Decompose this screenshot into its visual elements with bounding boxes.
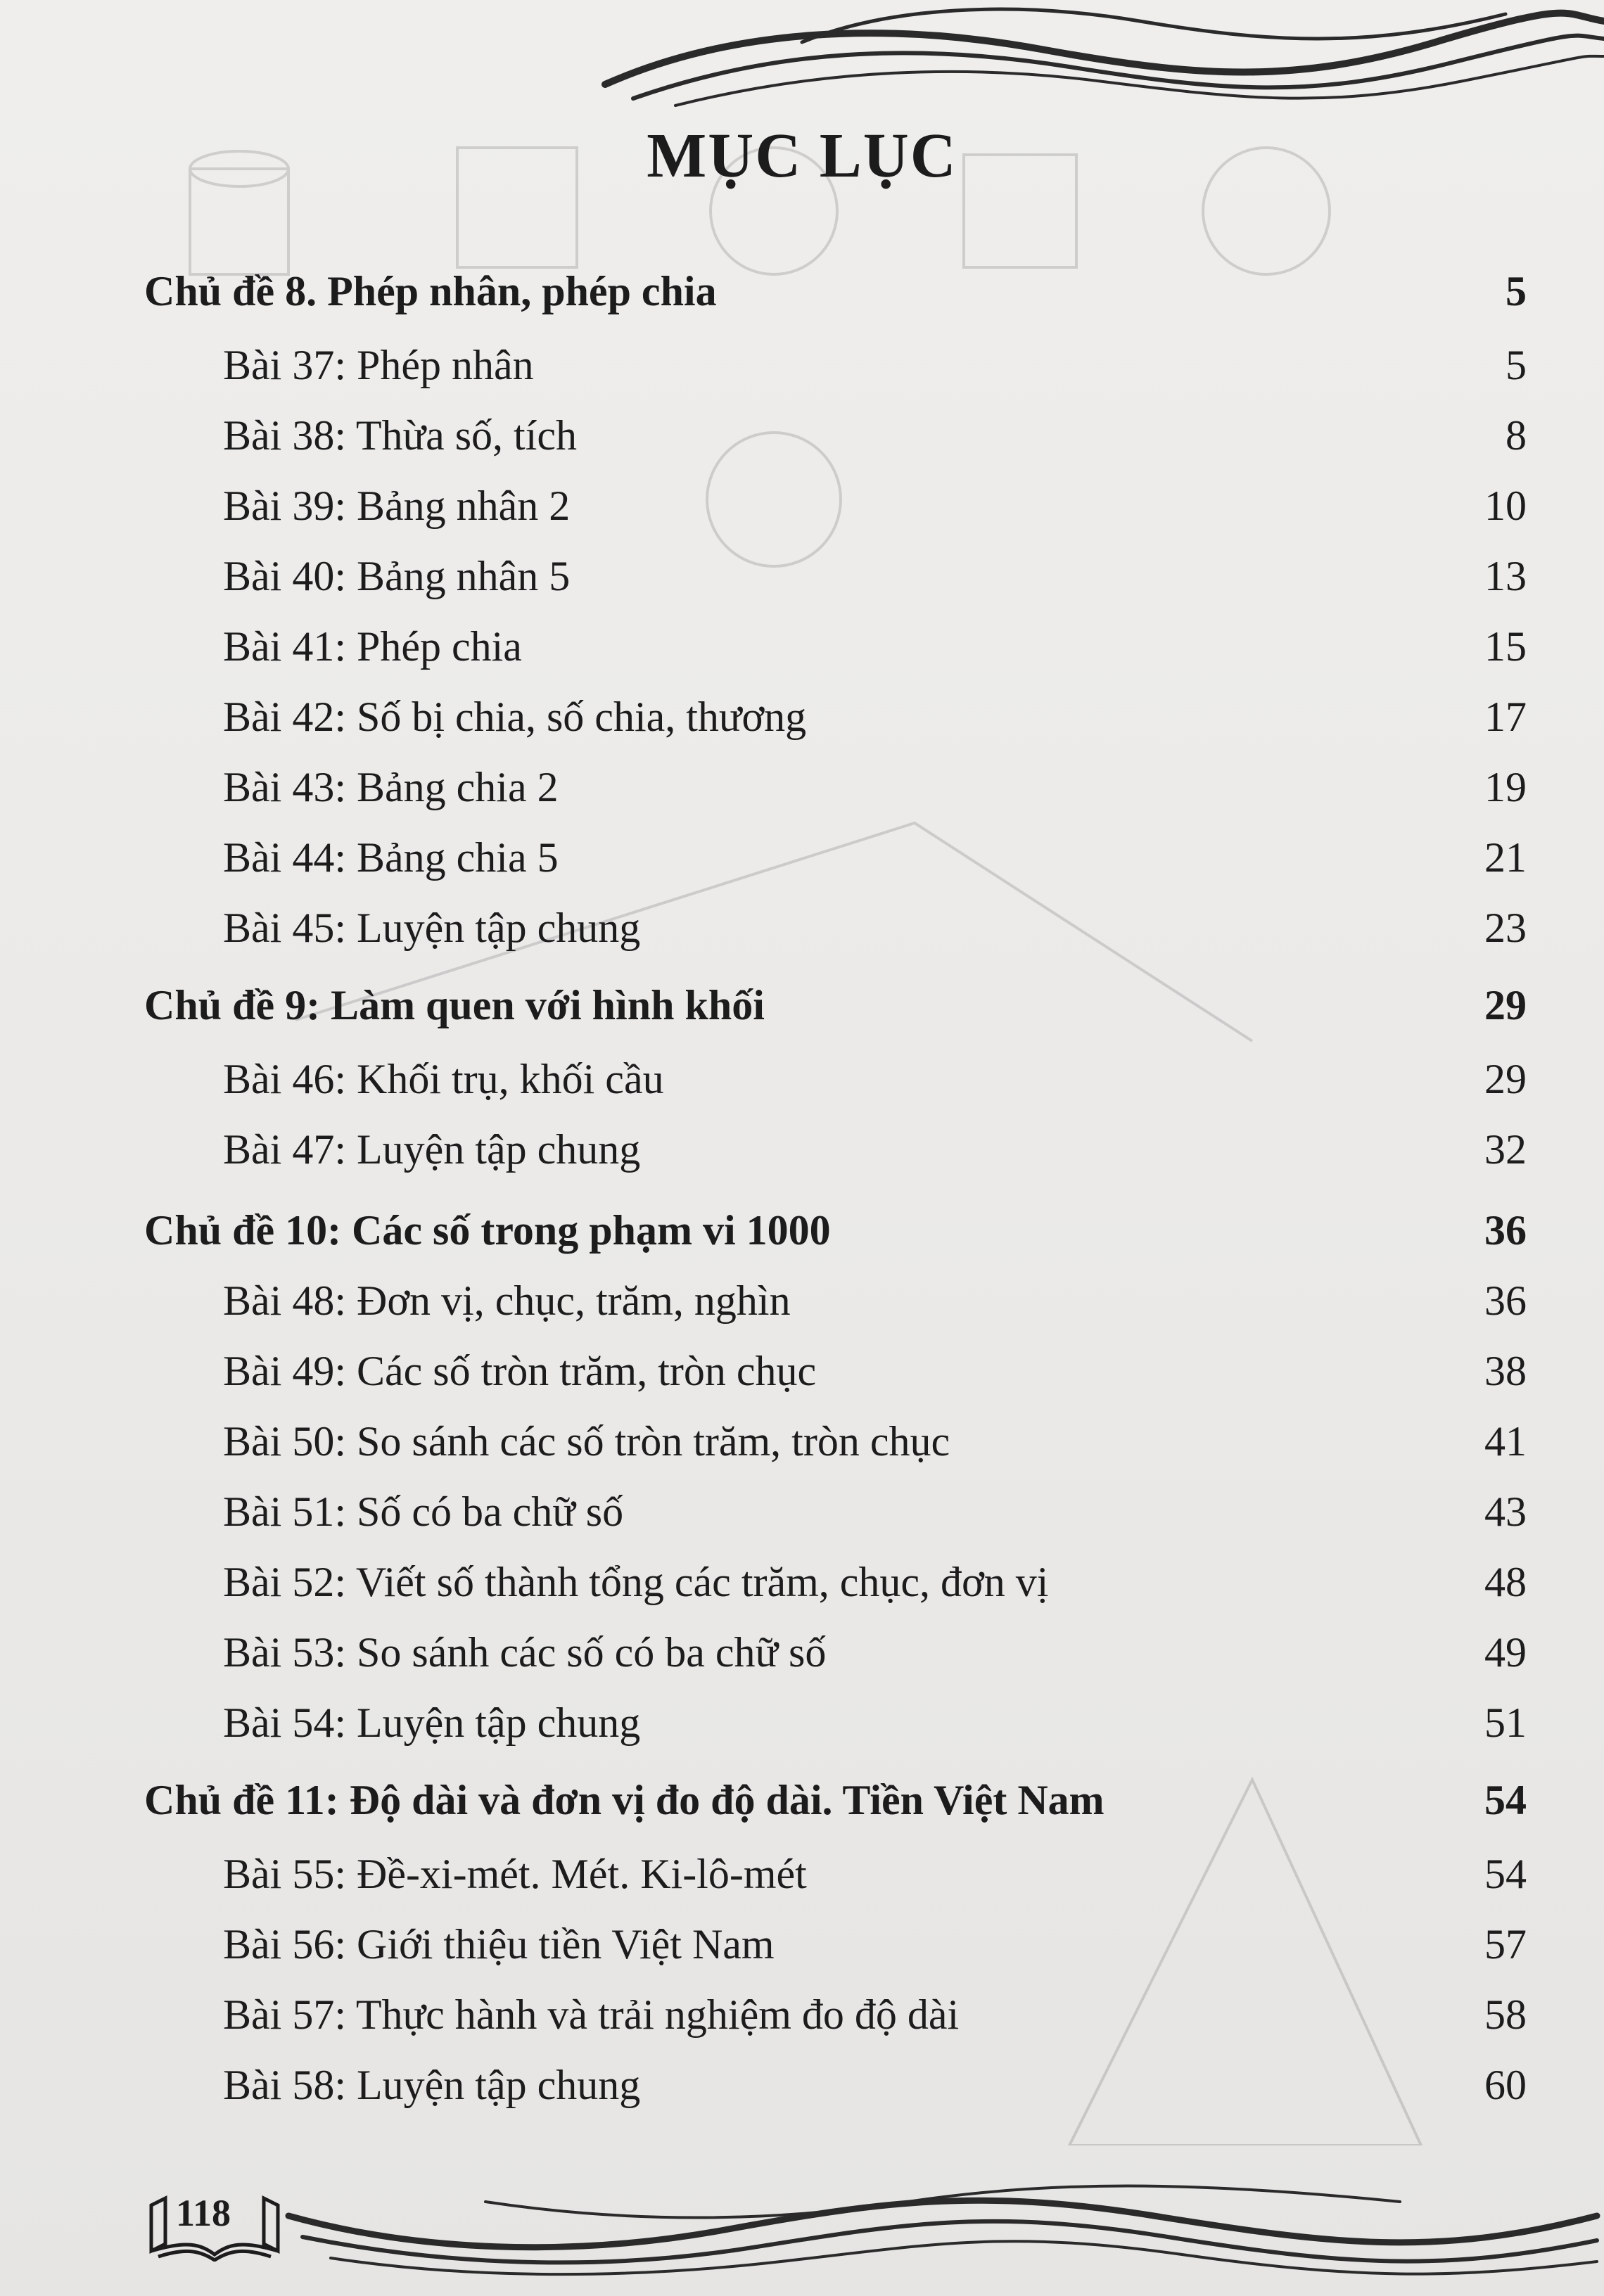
toc-chapter-row [0, 267, 1604, 331]
toc-lesson-row [0, 412, 1604, 475]
lesson-title: Bài 47: Luyện tập chung [223, 1126, 641, 1173]
page-ref: 58 [1484, 1991, 1527, 2038]
lesson-title: Bài 50: So sánh các số tròn trăm, tròn chục [223, 1418, 950, 1465]
page-ref: 36 [1484, 1277, 1527, 1324]
toc-lesson-row [0, 341, 1604, 404]
page-ref: 29 [1484, 1056, 1527, 1102]
lesson-title: Bài 55: Đề-xi-mét. Mét. Ki-lô-mét [223, 1851, 807, 1897]
page-number: 118 [176, 2192, 231, 2234]
page-ref: 36 [1484, 1207, 1527, 1254]
page-ref: 49 [1484, 1629, 1527, 1676]
page-ref: 43 [1484, 1488, 1527, 1535]
lesson-title: Bài 40: Bảng nhân 5 [223, 553, 571, 599]
page-ref: 32 [1484, 1126, 1527, 1173]
toc-lesson-row [0, 1055, 1604, 1118]
lesson-title: Bài 43: Bảng chia 2 [223, 764, 559, 810]
toc-lesson-row [0, 1347, 1604, 1410]
lesson-title: Bài 45: Luyện tập chung [223, 905, 641, 951]
lesson-title: Bài 58: Luyện tập chung [223, 2062, 641, 2108]
page-number-badge [144, 2184, 285, 2262]
page-ref: 41 [1484, 1418, 1527, 1465]
page-ref: 38 [1484, 1348, 1527, 1394]
toc-lesson-row [0, 1125, 1604, 1189]
page-ref: 17 [1484, 694, 1527, 740]
chapter-title: Chủ đề 8. Phép nhân, phép chia [144, 268, 717, 314]
lesson-title: Bài 38: Thừa số, tích [223, 412, 578, 459]
lesson-title: Bài 51: Số có ba chữ số [223, 1488, 624, 1535]
lesson-title: Bài 42: Số bị chia, số chia, thương [223, 694, 807, 740]
lesson-title: Bài 44: Bảng chia 5 [223, 834, 559, 881]
lesson-title: Bài 53: So sánh các số có ba chữ số [223, 1629, 827, 1676]
toc-chapter-row [0, 1776, 1604, 1839]
page-ref: 23 [1484, 905, 1527, 951]
page-ref: 54 [1484, 1851, 1527, 1897]
page-ref: 19 [1484, 764, 1527, 810]
toc-lesson-row [0, 1850, 1604, 1913]
chapter-title: Chủ đề 10: Các số trong phạm vi 1000 [144, 1207, 831, 1254]
toc-lesson-row [0, 1699, 1604, 1762]
toc-lesson-row [0, 1417, 1604, 1481]
toc-lesson-row [0, 1628, 1604, 1692]
page-title: MỤC LỤC [647, 121, 957, 191]
toc-chapter-row [0, 981, 1604, 1045]
chapter-title: Chủ đề 9: Làm quen với hình khối [144, 982, 765, 1028]
lesson-title: Bài 49: Các số tròn trăm, tròn chục [223, 1348, 817, 1394]
bottom-wave-ornament [274, 2174, 1604, 2279]
toc-lesson-row [0, 1991, 1604, 2054]
lesson-title: Bài 57: Thực hành và trải nghiệm đo độ dài [223, 1991, 960, 2038]
toc-lesson-row [0, 1277, 1604, 1340]
page-ref: 5 [1506, 342, 1527, 388]
lesson-title: Bài 48: Đơn vị, chục, trăm, nghìn [223, 1277, 791, 1324]
toc-lesson-row [0, 693, 1604, 756]
page-ref: 29 [1484, 982, 1527, 1028]
page-ref: 13 [1484, 553, 1527, 599]
page-ref: 48 [1484, 1559, 1527, 1605]
toc-lesson-row [0, 2061, 1604, 2124]
top-wave-ornament [591, 0, 1604, 113]
toc-lesson-row [0, 1488, 1604, 1551]
toc-lesson-row [0, 623, 1604, 686]
lesson-title: Bài 41: Phép chia [223, 623, 522, 670]
chapter-title: Chủ đề 11: Độ dài và đơn vị đo độ dài. Tiền Việt Nam [144, 1777, 1105, 1823]
lesson-title: Bài 39: Bảng nhân 2 [223, 483, 571, 529]
lesson-title: Bài 54: Luyện tập chung [223, 1699, 641, 1746]
page-ref: 57 [1484, 1921, 1527, 1967]
page-ref: 51 [1484, 1699, 1527, 1746]
page-ref: 54 [1484, 1777, 1527, 1823]
toc-chapter-row [0, 1206, 1604, 1270]
lesson-title: Bài 52: Viết số thành tổng các trăm, chục, đơn vị [223, 1559, 1049, 1605]
toc-lesson-row [0, 1920, 1604, 1984]
lesson-title: Bài 37: Phép nhân [223, 342, 534, 388]
toc-lesson-row [0, 904, 1604, 967]
toc-lesson-row [0, 482, 1604, 545]
lesson-title: Bài 56: Giới thiệu tiền Việt Nam [223, 1921, 775, 1967]
toc-lesson-row [0, 763, 1604, 827]
toc-lesson-row [0, 1558, 1604, 1621]
page-ref: 10 [1484, 483, 1527, 529]
page-ref: 60 [1484, 2062, 1527, 2108]
toc-lesson-row [0, 552, 1604, 616]
lesson-title: Bài 46: Khối trụ, khối cầu [223, 1056, 664, 1102]
page-ref: 5 [1506, 268, 1527, 314]
page-ref: 15 [1484, 623, 1527, 670]
page-ref: 21 [1484, 834, 1527, 881]
page-ref: 8 [1506, 412, 1527, 459]
toc-lesson-row [0, 834, 1604, 897]
